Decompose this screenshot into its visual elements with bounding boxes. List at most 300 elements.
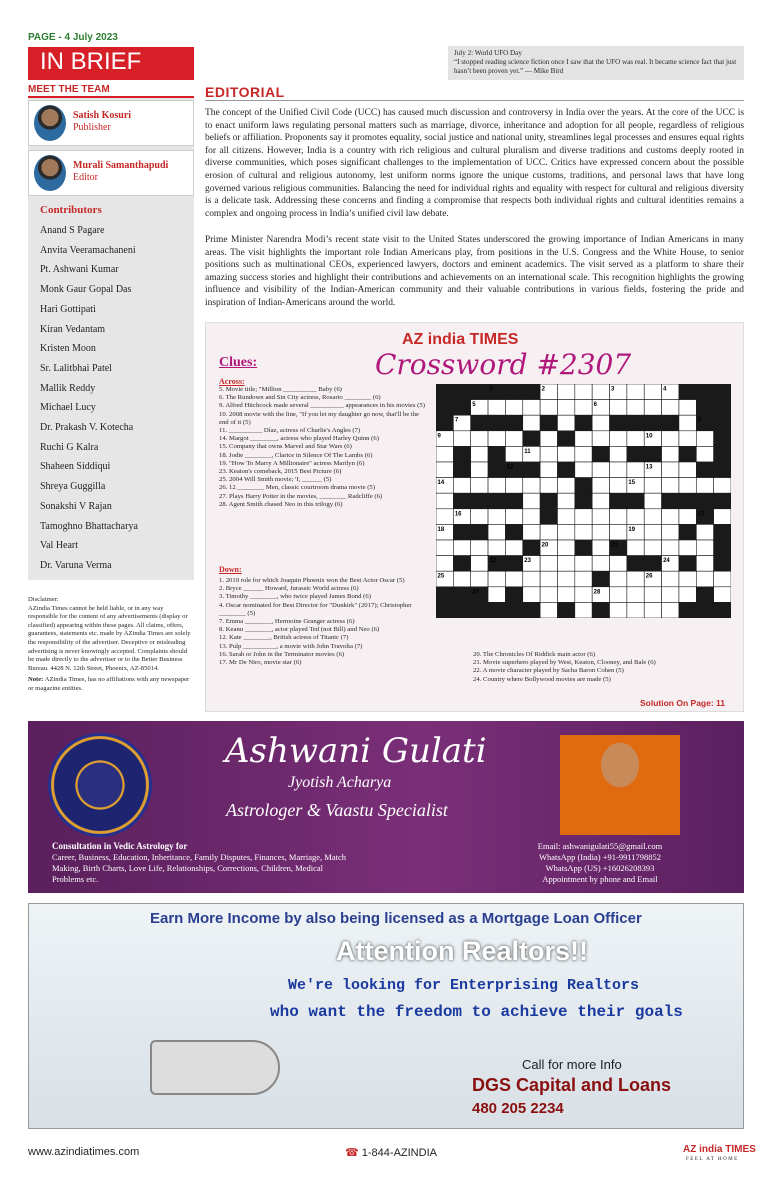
grid-block bbox=[662, 493, 679, 509]
grid-cell[interactable] bbox=[557, 415, 574, 431]
contributor-name: Shreya Guggilla bbox=[40, 481, 106, 493]
call-label: Call for more Info bbox=[522, 1057, 622, 1072]
grid-cell[interactable] bbox=[436, 540, 453, 556]
grid-cell[interactable] bbox=[592, 431, 609, 447]
grid-cell[interactable] bbox=[540, 602, 557, 618]
grid-cell[interactable] bbox=[488, 571, 505, 587]
grid-cell[interactable] bbox=[644, 478, 661, 494]
grid-cell[interactable] bbox=[644, 524, 661, 540]
clue-number: 2 bbox=[541, 386, 545, 393]
clue-item: 24. Country where Bollywood movies are made (5) bbox=[473, 675, 611, 683]
grid-cell[interactable] bbox=[453, 431, 470, 447]
contributor-name: Sonakshi V Rajan bbox=[40, 500, 112, 512]
grid-cell[interactable] bbox=[557, 493, 574, 509]
clue-item: 2. Bryce ______ Howard, Jurassic World actress (6) bbox=[219, 585, 359, 593]
grid-cell[interactable] bbox=[610, 524, 627, 540]
grid-cell[interactable] bbox=[488, 400, 505, 416]
grid-cell[interactable] bbox=[557, 571, 574, 587]
crossword-title: Crossword #2307 bbox=[375, 348, 632, 381]
clue-number: 27 bbox=[472, 589, 479, 596]
grid-cell[interactable] bbox=[575, 602, 592, 618]
grid-block bbox=[453, 462, 470, 478]
across-label: Across: bbox=[219, 377, 245, 386]
grid-cell[interactable] bbox=[488, 431, 505, 447]
grid-block bbox=[644, 415, 661, 431]
grid-block bbox=[540, 509, 557, 525]
grid-cell[interactable] bbox=[453, 540, 470, 556]
grid-cell[interactable] bbox=[662, 587, 679, 603]
grid-cell[interactable] bbox=[505, 478, 522, 494]
ad-subhead-2: who want the freedom to achieve their goals bbox=[270, 1003, 683, 1021]
clue-number: 16 bbox=[454, 511, 462, 518]
grid-cell[interactable] bbox=[488, 587, 505, 603]
grid-cell[interactable] bbox=[662, 602, 679, 618]
member-role: Editor bbox=[73, 172, 98, 183]
ad-tagline: Earn More Income by also being licensed as a Mortgage Loan Officer bbox=[150, 910, 642, 927]
astrologer-title: Jyotish Acharya bbox=[288, 774, 392, 791]
grid-cell[interactable] bbox=[610, 462, 627, 478]
grid-cell[interactable] bbox=[679, 478, 696, 494]
clue-number: 23 bbox=[524, 558, 531, 565]
grid-block bbox=[453, 602, 470, 618]
clue-number: 11 bbox=[524, 448, 531, 455]
grid-block bbox=[471, 415, 488, 431]
grid-cell[interactable] bbox=[488, 540, 505, 556]
grid-cell[interactable] bbox=[714, 478, 731, 494]
grid-cell[interactable] bbox=[523, 415, 540, 431]
grid-cell[interactable] bbox=[679, 431, 696, 447]
grid-cell[interactable] bbox=[575, 524, 592, 540]
member-name: Murali Samanthapudi bbox=[73, 160, 169, 171]
grid-cell[interactable] bbox=[627, 540, 644, 556]
grid-cell[interactable] bbox=[557, 509, 574, 525]
company-name: DGS Capital and Loans bbox=[472, 1075, 672, 1095]
grid-block bbox=[505, 602, 522, 618]
grid-cell[interactable] bbox=[505, 446, 522, 462]
quote-title: July 2: World UFO Day bbox=[454, 49, 522, 57]
avatar bbox=[34, 105, 66, 141]
clue-item: 10. 2008 movie with the line, "If you let my daughter go now, that'll be the end of it (5) bbox=[219, 410, 420, 426]
grid-block bbox=[436, 384, 453, 400]
grid-cell[interactable] bbox=[540, 431, 557, 447]
grid-block bbox=[714, 493, 731, 509]
grid-cell[interactable] bbox=[575, 400, 592, 416]
grid-block bbox=[575, 493, 592, 509]
grid-block bbox=[557, 602, 574, 618]
footer-phone bbox=[345, 1146, 437, 1159]
clue-number: 21 bbox=[611, 542, 618, 549]
grid-cell[interactable] bbox=[557, 384, 574, 400]
grid-cell[interactable] bbox=[627, 400, 644, 416]
grid-cell[interactable] bbox=[592, 509, 609, 525]
clue-number: 8 bbox=[697, 417, 702, 424]
grid-cell[interactable] bbox=[471, 478, 488, 494]
clue-number: 13 bbox=[645, 464, 653, 471]
contributor-name: Val Heart bbox=[40, 540, 79, 552]
grid-cell[interactable] bbox=[575, 446, 592, 462]
footer-logo: AZ india TIMES bbox=[683, 1144, 756, 1155]
grid-cell[interactable] bbox=[540, 478, 557, 494]
grid-block bbox=[505, 415, 522, 431]
grid-block bbox=[714, 462, 731, 478]
grid-cell[interactable] bbox=[488, 524, 505, 540]
grid-cell[interactable] bbox=[471, 446, 488, 462]
grid-cell[interactable] bbox=[471, 556, 488, 572]
team-member bbox=[28, 100, 194, 146]
grid-cell[interactable] bbox=[592, 493, 609, 509]
grid-cell[interactable] bbox=[662, 462, 679, 478]
clue-number: 24 bbox=[663, 558, 670, 565]
clue-number: 5 bbox=[472, 402, 476, 409]
grid-cell[interactable] bbox=[627, 384, 644, 400]
crossword-logo: AZ india TIMES bbox=[402, 331, 519, 348]
grid-cell[interactable] bbox=[610, 556, 627, 572]
clues-label: Clues: bbox=[219, 355, 258, 370]
grid-cell[interactable] bbox=[453, 571, 470, 587]
contributor-name: Anand S Pagare bbox=[40, 225, 105, 236]
grid-block bbox=[679, 524, 696, 540]
grid-cell[interactable] bbox=[505, 431, 522, 447]
grid-cell[interactable] bbox=[540, 400, 557, 416]
member-name: Satish Kosuri bbox=[73, 110, 132, 121]
grid-cell[interactable] bbox=[557, 478, 574, 494]
grid-cell[interactable] bbox=[592, 556, 609, 572]
grid-cell[interactable] bbox=[575, 509, 592, 525]
grid-cell[interactable] bbox=[557, 587, 574, 603]
grid-block bbox=[714, 446, 731, 462]
grid-cell[interactable] bbox=[627, 571, 644, 587]
grid-cell[interactable] bbox=[540, 462, 557, 478]
grid-cell[interactable] bbox=[575, 384, 592, 400]
grid-cell[interactable] bbox=[679, 509, 696, 525]
email-link[interactable]: Email: ashwanigulati55@gmail.com bbox=[537, 841, 663, 851]
grid-cell[interactable] bbox=[436, 462, 453, 478]
grid-cell[interactable] bbox=[610, 602, 627, 618]
grid-cell[interactable] bbox=[679, 400, 696, 416]
quote-text: “I stopped reading science fiction once I saw that the UFO was real. It became science fact that just hasn’t been proven yet.” — Mike Bird bbox=[454, 58, 737, 75]
grid-block bbox=[679, 493, 696, 509]
editorial-heading: EDITORIAL bbox=[205, 84, 285, 100]
grid-cell[interactable] bbox=[592, 540, 609, 556]
grid-cell[interactable] bbox=[679, 571, 696, 587]
contributor-name: Ruchi G Kalra bbox=[40, 441, 99, 453]
editorial-paragraph: The concept of the Unified Civil Code (UCC) has caused much discussion and controversy in India over the years. At the core of the UCC is to enact uniform laws regulating personal matters such as marriage, divorce, inheritance and adoption for all people, regardless of religious beliefs or affiliation. Proponents say it promotes equality, social justice and national unity, streamlines legal processes and ensures equal rights for all citizens. However, India is a country with rich religious and cultural pluralism and diverse traditions and customs deeply rooted in diverse communities, which poses significant challenges to the implementation of UCC. Critics have expressed concern about the possible erosion of cultural and religious autonomy, lest uniform norms ignore the unique customs, traditions, and personal laws that have long governed various religious communities. Balancing the need for individual rights and equality with respect for cultural and religious diversity is a delicate task. Addressing these concerns and finding a compromise that respects both individual rights and cultural identities remains a complex and ongoing process in India’s unified civil law debate. bbox=[205, 108, 744, 219]
grid-block bbox=[557, 462, 574, 478]
grid-cell[interactable] bbox=[696, 446, 713, 462]
clue-item: 7. Emma ________, Hermoine Granger actress (6) bbox=[219, 618, 355, 626]
quote-box bbox=[448, 46, 744, 80]
note bbox=[28, 676, 194, 693]
astrologer-contact bbox=[500, 841, 700, 885]
grid-cell[interactable] bbox=[644, 384, 661, 400]
clue-item: 16. Sarah or John in the Terminator movies (6) bbox=[219, 650, 345, 658]
grid-cell[interactable] bbox=[436, 556, 453, 572]
grid-cell[interactable] bbox=[540, 446, 557, 462]
clue-item: 20. The Chronicles Of Riddick main actor (6) bbox=[473, 651, 596, 658]
grid-cell[interactable] bbox=[505, 571, 522, 587]
grid-cell[interactable] bbox=[644, 400, 661, 416]
grid-cell[interactable] bbox=[662, 571, 679, 587]
clue-number: 18 bbox=[437, 526, 445, 533]
grid-cell[interactable] bbox=[557, 540, 574, 556]
grid-cell[interactable] bbox=[610, 571, 627, 587]
grid-cell[interactable] bbox=[540, 524, 557, 540]
divider bbox=[205, 100, 744, 101]
grid-cell[interactable] bbox=[471, 509, 488, 525]
grid-cell[interactable] bbox=[592, 478, 609, 494]
grid-cell[interactable] bbox=[505, 509, 522, 525]
clue-item: 21. Movie superhero played by West, Keaton, Clooney, and Bale (6) bbox=[473, 659, 656, 667]
grid-block bbox=[471, 384, 488, 400]
grid-cell[interactable] bbox=[714, 571, 731, 587]
grid-cell[interactable] bbox=[523, 478, 540, 494]
grid-cell[interactable] bbox=[436, 509, 453, 525]
grid-cell[interactable] bbox=[471, 571, 488, 587]
member-role: Publisher bbox=[73, 122, 111, 133]
note-text: AZindia Times, has no affiliations with any newspaper or magazine entities. bbox=[28, 676, 190, 692]
grid-block bbox=[436, 400, 453, 416]
grid-cell[interactable] bbox=[610, 431, 627, 447]
grid-cell[interactable] bbox=[679, 415, 696, 431]
clue-number: 28 bbox=[593, 589, 601, 596]
grid-cell[interactable] bbox=[627, 587, 644, 603]
grid-cell[interactable] bbox=[644, 540, 661, 556]
grid-cell[interactable] bbox=[714, 587, 731, 603]
grid-cell[interactable] bbox=[644, 602, 661, 618]
grid-block bbox=[610, 415, 627, 431]
grid-cell[interactable] bbox=[592, 524, 609, 540]
grid-cell[interactable] bbox=[575, 431, 592, 447]
grid-cell[interactable] bbox=[679, 462, 696, 478]
grid-cell[interactable] bbox=[575, 462, 592, 478]
clue-number: 7 bbox=[454, 417, 459, 424]
across-clues bbox=[219, 386, 429, 509]
contributor-name: Hari Gottipati bbox=[40, 303, 96, 315]
contributor-name: Michael Lucy bbox=[40, 402, 96, 414]
grid-cell[interactable] bbox=[540, 556, 557, 572]
grid-block bbox=[627, 493, 644, 509]
astrologer-name: Ashwani Gulati bbox=[225, 731, 487, 771]
grid-block bbox=[714, 556, 731, 572]
grid-cell[interactable] bbox=[436, 446, 453, 462]
grid-cell[interactable] bbox=[714, 509, 731, 525]
contributor-name: Kiran Vedantam bbox=[40, 323, 106, 335]
grid-cell[interactable] bbox=[505, 540, 522, 556]
ad-headline: Attention Realtors!! bbox=[336, 936, 588, 966]
grid-cell[interactable] bbox=[523, 571, 540, 587]
grid-cell[interactable] bbox=[644, 587, 661, 603]
grid-cell[interactable] bbox=[696, 478, 713, 494]
down-clues-continued bbox=[473, 651, 743, 684]
website-link[interactable]: www.azindiatimes.com bbox=[28, 1146, 140, 1158]
grid-block bbox=[523, 540, 540, 556]
grid-cell[interactable] bbox=[627, 462, 644, 478]
consult-text: Career, Business, Education, Inheritance, Family Disputes, Finances, Marriage, Match Making, Birth Charts, Love Life, Relationships, Corrections, Children, Medical Problems etc. bbox=[52, 852, 347, 884]
clue-number: 17 bbox=[697, 511, 705, 518]
grid-block bbox=[505, 384, 522, 400]
grid-cell[interactable] bbox=[471, 462, 488, 478]
grid-block bbox=[696, 462, 713, 478]
grid-cell[interactable] bbox=[575, 556, 592, 572]
grid-cell[interactable] bbox=[557, 556, 574, 572]
grid-cell[interactable] bbox=[488, 509, 505, 525]
megaphone-icon bbox=[150, 1040, 280, 1095]
grid-cell[interactable] bbox=[644, 493, 661, 509]
grid-block bbox=[505, 556, 522, 572]
avatar bbox=[34, 155, 66, 191]
grid-cell[interactable] bbox=[592, 462, 609, 478]
clue-item: 5. Movie title; "Million __________ Baby (6) bbox=[219, 386, 342, 393]
grid-block bbox=[453, 446, 470, 462]
clue-item: 4. Oscar nominated for Best Director for "Dunkirk" (2017); Christopher ________ (5) bbox=[219, 601, 412, 617]
grid-cell[interactable] bbox=[557, 524, 574, 540]
grid-cell[interactable] bbox=[610, 446, 627, 462]
grid-block bbox=[714, 431, 731, 447]
grid-block bbox=[679, 446, 696, 462]
grid-cell[interactable] bbox=[523, 524, 540, 540]
grid-cell[interactable] bbox=[696, 571, 713, 587]
grid-block bbox=[714, 415, 731, 431]
grid-cell[interactable] bbox=[627, 602, 644, 618]
grid-cell[interactable] bbox=[679, 540, 696, 556]
grid-cell[interactable] bbox=[696, 556, 713, 572]
grid-block bbox=[488, 462, 505, 478]
ad-subhead: We're looking for Enterprising Realtors bbox=[288, 977, 640, 994]
clue-item: 1. 2019 role for which Joaquin Phoenix won the Best Actor Oscar (5) bbox=[219, 577, 405, 584]
team-member bbox=[28, 150, 194, 196]
grid-block bbox=[523, 602, 540, 618]
grid-cell[interactable] bbox=[644, 509, 661, 525]
grid-block bbox=[679, 602, 696, 618]
grid-block bbox=[453, 384, 470, 400]
consult-heading: Consultation in Vedic Astrology for bbox=[52, 841, 188, 851]
grid-cell[interactable] bbox=[662, 509, 679, 525]
grid-cell[interactable] bbox=[523, 493, 540, 509]
grid-cell[interactable] bbox=[523, 509, 540, 525]
page-label: PAGE - 4 July 2023 bbox=[28, 32, 118, 43]
grid-cell[interactable] bbox=[662, 478, 679, 494]
grid-block bbox=[644, 446, 661, 462]
grid-cell[interactable] bbox=[610, 509, 627, 525]
grid-cell[interactable] bbox=[575, 587, 592, 603]
phone-number[interactable]: 1-844-AZINDIA bbox=[361, 1147, 437, 1159]
grid-cell[interactable] bbox=[696, 431, 713, 447]
grid-block bbox=[696, 493, 713, 509]
contributor-name: Mallik Reddy bbox=[40, 382, 96, 394]
clue-item: 23. Keaton's comeback, 2015 Best Picture (6) bbox=[219, 468, 342, 476]
grid-cell[interactable] bbox=[662, 431, 679, 447]
disclaimer-text: AZindia Times cannot be held liable, or in any way responsible for the content of any advertisements (display or classified) appearing within these pages. All claims, offers, guarantees, statements etc. made by AZindia Times are solely the responsibility of the advertiser. Deceptive or misleading advertising is never knowingly accepted. Complaints should be made directly to the advertiser or to the Better Business Bureau. 4428 N. 12th Street, Phoenix, AZ-85014. bbox=[28, 604, 191, 672]
grid-cell[interactable] bbox=[592, 384, 609, 400]
company-phone[interactable]: 480 205 2234 bbox=[472, 1100, 564, 1117]
clue-item: 8. Keanu ________, actor played Ted (not Bill) and Neo (6) bbox=[219, 626, 380, 634]
grid-cell[interactable] bbox=[662, 400, 679, 416]
clue-item: 28. Agent Smith chased Neo in this trilogy (6) bbox=[219, 500, 343, 508]
clue-number: 1 bbox=[489, 386, 493, 393]
contributor-name: Monk Gaur Gopal Das bbox=[40, 284, 132, 296]
grid-cell[interactable] bbox=[592, 415, 609, 431]
grid-block bbox=[679, 384, 696, 400]
grid-block bbox=[714, 602, 731, 618]
grid-block bbox=[471, 493, 488, 509]
clue-number: 9 bbox=[437, 433, 441, 440]
contributor-name: Dr. Prakash V. Kotecha bbox=[40, 422, 134, 433]
clue-item: 12. Kate ________, British actress of Titanic (7) bbox=[219, 634, 349, 642]
grid-cell[interactable] bbox=[696, 524, 713, 540]
grid-cell[interactable] bbox=[627, 431, 644, 447]
clue-number: 12 bbox=[506, 464, 514, 471]
grid-block bbox=[714, 384, 731, 400]
grid-cell[interactable] bbox=[610, 400, 627, 416]
grid-block bbox=[436, 415, 453, 431]
grid-block bbox=[505, 493, 522, 509]
grid-cell[interactable] bbox=[488, 478, 505, 494]
whatsapp-india: WhatsApp (India) +91-9911798852 bbox=[538, 852, 662, 862]
grid-cell[interactable] bbox=[505, 400, 522, 416]
clue-item: 26. 12 ________ Men, classic courtroom drama movie (5) bbox=[219, 484, 376, 492]
grid-cell[interactable] bbox=[662, 524, 679, 540]
grid-block bbox=[488, 602, 505, 618]
clue-item: 18. Jodie ________, Clarice in Silence Of The Lambs (6) bbox=[219, 451, 373, 459]
clue-item: 11. __________ Díaz, actress of Charlie's Angles (7) bbox=[219, 427, 361, 435]
contributor-name: Pt. Ashwani Kumar bbox=[40, 264, 119, 276]
grid-block bbox=[436, 587, 453, 603]
grid-cell[interactable] bbox=[679, 587, 696, 603]
grid-cell[interactable] bbox=[523, 587, 540, 603]
clue-item: 27. Plays Harry Potter in the movies, ________ Radcliffe (6) bbox=[219, 492, 383, 500]
grid-cell[interactable] bbox=[523, 400, 540, 416]
grid-block bbox=[644, 556, 661, 572]
grid-cell[interactable] bbox=[662, 540, 679, 556]
clue-number: 25 bbox=[437, 573, 445, 580]
clue-item: 25. 2004 Will Smith movie; 'I, ______ (5) bbox=[219, 476, 332, 484]
grid-cell[interactable] bbox=[575, 571, 592, 587]
grid-block bbox=[592, 571, 609, 587]
contributor-name: Anvita Veeramachaneni bbox=[40, 244, 136, 256]
grid-cell[interactable] bbox=[557, 400, 574, 416]
contributor-name: Kristen Moon bbox=[40, 343, 96, 355]
grid-cell[interactable] bbox=[696, 540, 713, 556]
grid-block bbox=[523, 431, 540, 447]
grid-cell[interactable] bbox=[610, 587, 627, 603]
grid-block bbox=[696, 587, 713, 603]
contributor-name: Tamoghno Bhattacharya bbox=[40, 520, 138, 532]
note-label: Note: bbox=[28, 676, 44, 684]
grid-cell[interactable] bbox=[557, 446, 574, 462]
grid-block bbox=[592, 446, 609, 462]
clue-number: 4 bbox=[663, 386, 667, 393]
grid-cell[interactable] bbox=[540, 587, 557, 603]
grid-cell[interactable] bbox=[610, 478, 627, 494]
clue-number: 3 bbox=[611, 386, 615, 393]
grid-cell[interactable] bbox=[436, 493, 453, 509]
grid-block bbox=[610, 493, 627, 509]
clue-item: 6. The Rundown and Sin City actress, Rosario ________ (6) bbox=[219, 394, 381, 402]
grid-cell[interactable] bbox=[471, 431, 488, 447]
grid-cell[interactable] bbox=[662, 446, 679, 462]
solution-note: Solution On Page: 11 bbox=[640, 698, 726, 708]
disclaimer bbox=[28, 596, 194, 694]
clue-item: 22. A movie character played by Sacha Baron Cohen (5) bbox=[473, 667, 624, 675]
editorial-paragraph: Prime Minister Narendra Modi’s recent state visit to the United States underscored the growing importance of Indian Americans in many areas. The visit highlights the important role Indian Americans play, from positions in the U.S. Congress and the White House, to senior positions such as multinational CEOs, experienced lawyers, doctors and eminent academics. The visit served as a platform to share their amazing success stories and highlight their contributions and achievements on an international scale. This recognition highlights the growing influence and visibility of the Indian-American community and their valuable contributions in various fields, fostering the pride and inspiration of Indian-Americans around the world. bbox=[205, 235, 744, 308]
grid-cell[interactable] bbox=[471, 540, 488, 556]
astrologer-photo bbox=[560, 735, 680, 835]
grid-cell[interactable] bbox=[540, 571, 557, 587]
grid-cell[interactable] bbox=[627, 509, 644, 525]
grid-block bbox=[627, 446, 644, 462]
grid-cell[interactable] bbox=[453, 478, 470, 494]
clue-number: 14 bbox=[437, 480, 445, 487]
